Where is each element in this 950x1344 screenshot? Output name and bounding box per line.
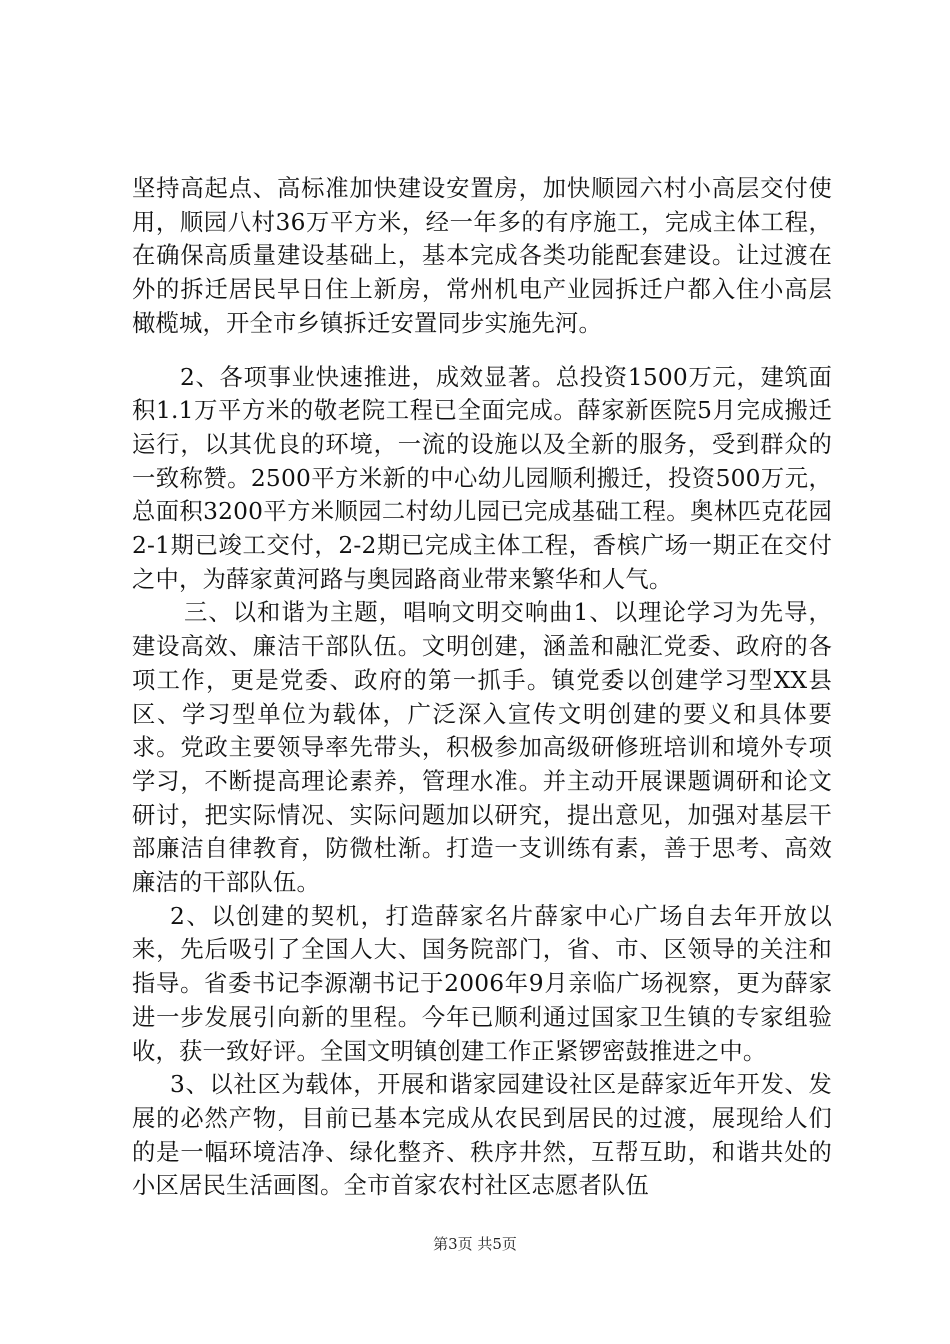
paragraph-gap <box>132 341 832 361</box>
paragraph-1: 坚持高起点、高标准加快建设安置房，加快顺园六村小高层交付使用，顺园八村36万平方米，经一年多的有序施工，完成主体工程，在确保高质量建设基础上，基本完成各类功能配套建设。让过渡在外的拆迁居民早日住上新房，常州机电产业园拆迁户都入住小高层橄榄城，开全市乡镇拆迁安置同步实施先河。 <box>132 175 832 337</box>
page-footer: 第3页 共5页 <box>433 1235 517 1253</box>
paragraph-3: 三、以和谐为主题，唱响文明交响曲1、以理论学习为先导，建设高效、廉洁干部队伍。文明创建，涵盖和融汇党委、政府的各项工作，更是党委、政府的第一抓手。镇党委以创建学习型XX县区、学习型单位为载体，广泛深入宣传文明创建的要义和具体要求。党政主要领导率先带头，积极参加高级研修班培训和境外专项学习，不断提高理论素养，管理水准。并主动开展课题调研和论文研讨，把实际情况、实际问题加以研究，提出意见，加强对基层干部廉洁自律教育，防微杜渐。打造一支训练有素，善于思考、高效廉洁的干部队伍。 <box>132 599 832 897</box>
paragraph-5: 3、以社区为载体，开展和谐家园建设社区是薛家近年开发、发展的必然产物，目前已基本完成从农民到居民的过渡，展现给人们的是一幅环境洁净、绿化整齐、秩序井然，互帮互助，和谐共处的小区居民生活画图。全市首家农村社区志愿者队伍 <box>132 1071 832 1200</box>
body-text <box>132 172 832 1203</box>
paragraph-2: 2、各项事业快速推进，成效显著。总投资1500万元，建筑面积1.1万平方米的敬老院工程已全面完成。薛家新医院5月完成搬迁运行，以其优良的环境，一流的设施以及全新的服务，受到群众的一致称赞。2500平方米新的中心幼儿园顺利搬迁，投资500万元，总面积3200平方米顺园二村幼儿园已完成基础工程。奥林匹克花园2-1期已竣工交付，2-2期已完成主体工程，香槟广场一期正在交付之中，为薛家黄河路与奥园路商业带来繁华和人气。 <box>132 363 832 593</box>
paragraph-4: 2、以创建的契机，打造薛家名片薛家中心广场自去年开放以来，先后吸引了全国人大、国务院部门，省、市、区领导的关注和指导。省委书记李源潮书记于2006年9月亲临广场视察，更为薛家进一步发展引向新的里程。今年已顺利通过国家卫生镇的专家组验收，获一致好评。全国文明镇创建工作正紧锣密鼓推进之中。 <box>132 902 832 1065</box>
